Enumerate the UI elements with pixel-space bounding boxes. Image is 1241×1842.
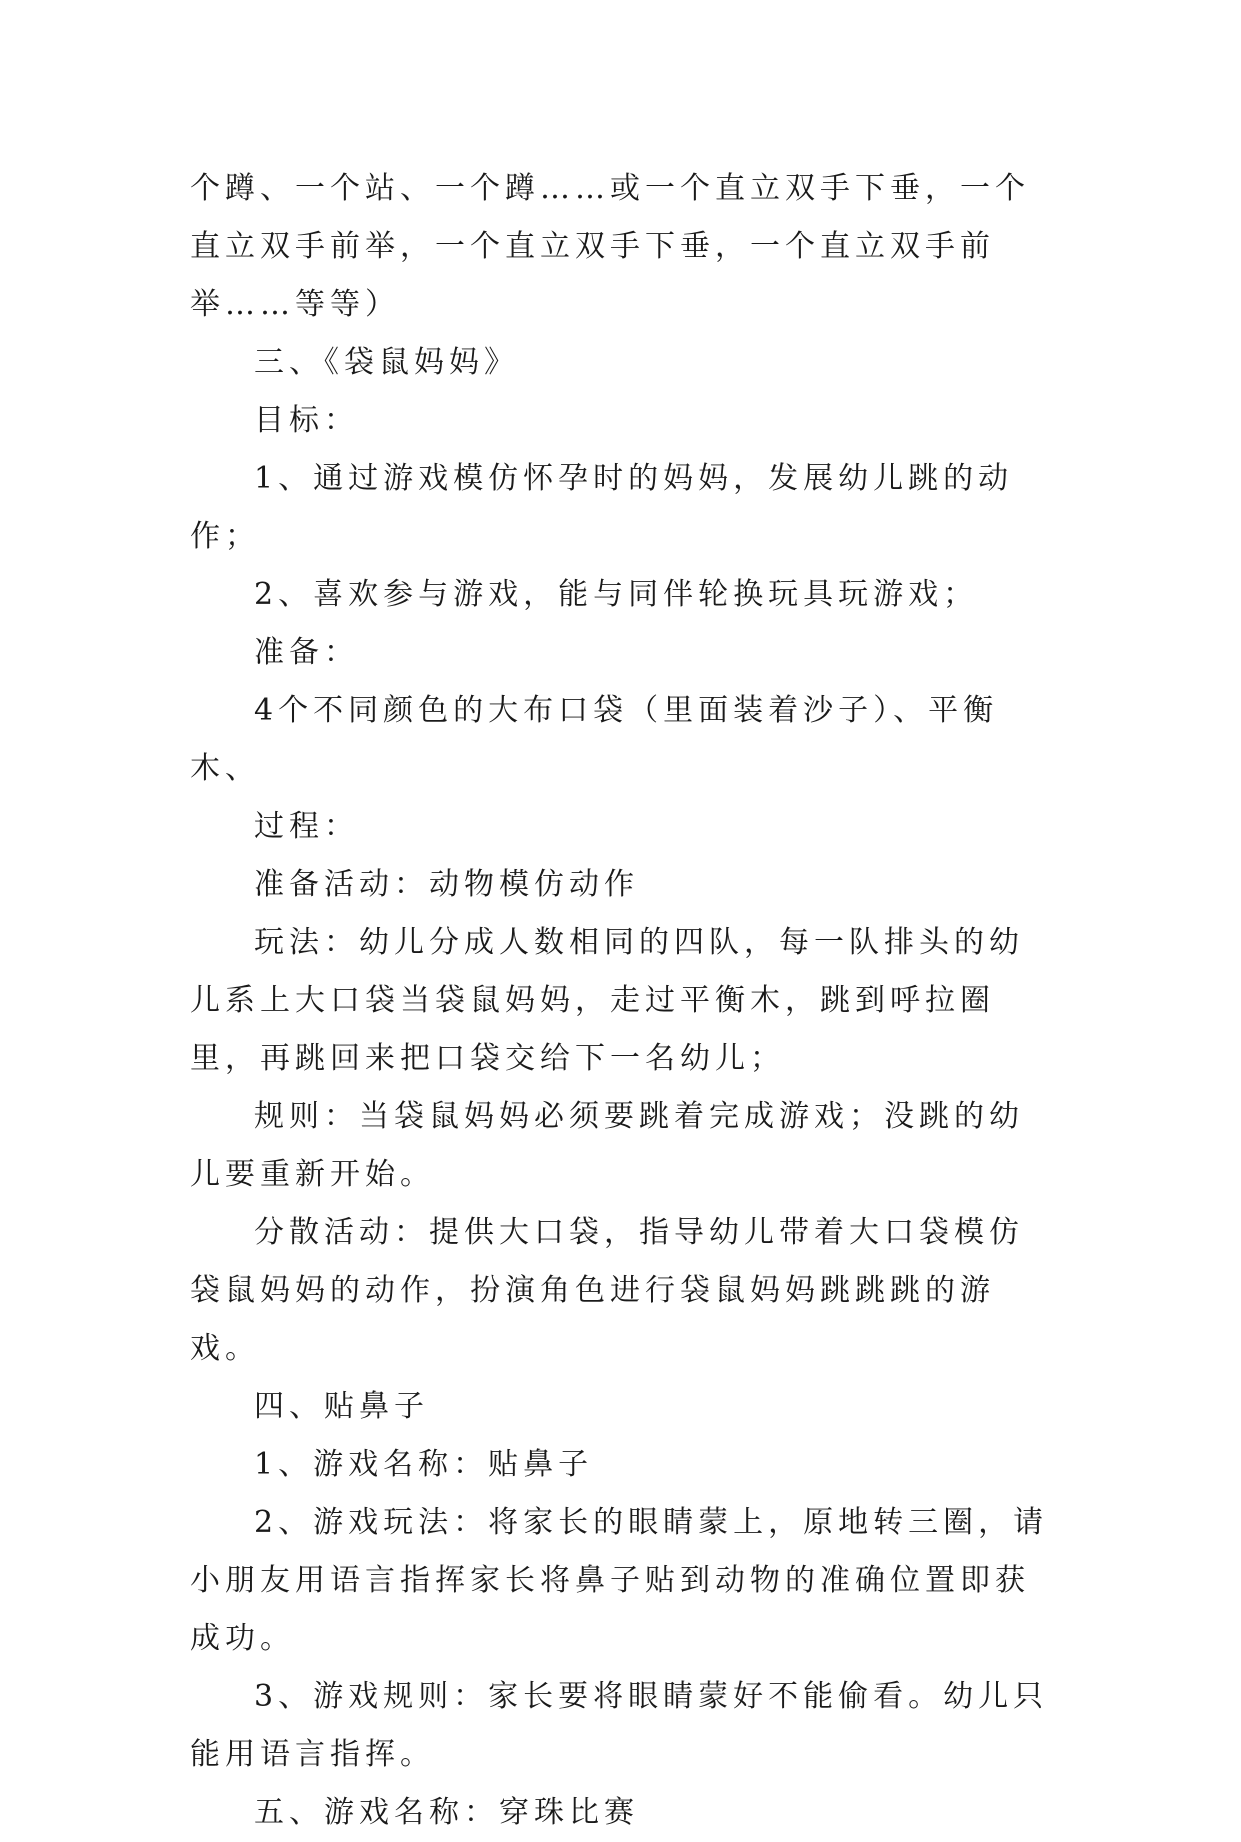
paragraph-game-name: 1、游戏名称：贴鼻子 bbox=[254, 1447, 594, 1482]
section-heading-bead-race: 五、游戏名称：穿珠比赛 bbox=[254, 1795, 639, 1830]
paragraph-goal-1: 1、通过游戏模仿怀孕时的妈妈，发展幼儿跳的动作； bbox=[190, 461, 1014, 554]
paragraph-process-label: 过程： bbox=[254, 809, 359, 844]
paragraph-prep-items: 4个不同颜色的大布口袋（里面装着沙子）、平衡木、 bbox=[190, 693, 999, 786]
paragraph-rules: 规则：当袋鼠妈妈必须要跳着完成游戏；没跳的幼儿要重新开始。 bbox=[190, 1099, 1024, 1192]
paragraph-goal-2: 2、喜欢参与游戏，能与同伴轮换玩具玩游戏； bbox=[254, 577, 979, 612]
section-heading-stick-nose: 四、贴鼻子 bbox=[254, 1389, 429, 1424]
paragraph-goal-label: 目标： bbox=[254, 403, 359, 438]
paragraph-warmup: 准备活动：动物模仿动作 bbox=[254, 867, 639, 902]
paragraph-continuation: 个蹲、一个站、一个蹲……或一个直立双手下垂，一个直立双手前举，一个直立双手下垂，一个直立双手前举……等等） bbox=[190, 171, 1030, 322]
section-heading-kangaroo-mom: 三、《袋鼠妈妈》 bbox=[254, 345, 519, 380]
document-page bbox=[190, 160, 1050, 1842]
paragraph-free-activity: 分散活动：提供大口袋，指导幼儿带着大口袋模仿袋鼠妈妈的动作，扮演角色进行袋鼠妈妈跳跳跳的游戏。 bbox=[190, 1215, 1024, 1366]
paragraph-game-rules: 3、游戏规则：家长要将眼睛蒙好不能偷看。幼儿只能用语言指挥。 bbox=[190, 1679, 1049, 1772]
paragraph-gameplay: 玩法：幼儿分成人数相同的四队，每一队排头的幼儿系上大口袋当袋鼠妈妈，走过平衡木，跳到呼拉圈里，再跳回来把口袋交给下一名幼儿； bbox=[190, 925, 1024, 1076]
paragraph-game-play: 2、游戏玩法：将家长的眼睛蒙上，原地转三圈，请小朋友用语言指挥家长将鼻子贴到动物的准确位置即获成功。 bbox=[190, 1505, 1049, 1656]
paragraph-prep-label: 准备： bbox=[254, 635, 359, 670]
